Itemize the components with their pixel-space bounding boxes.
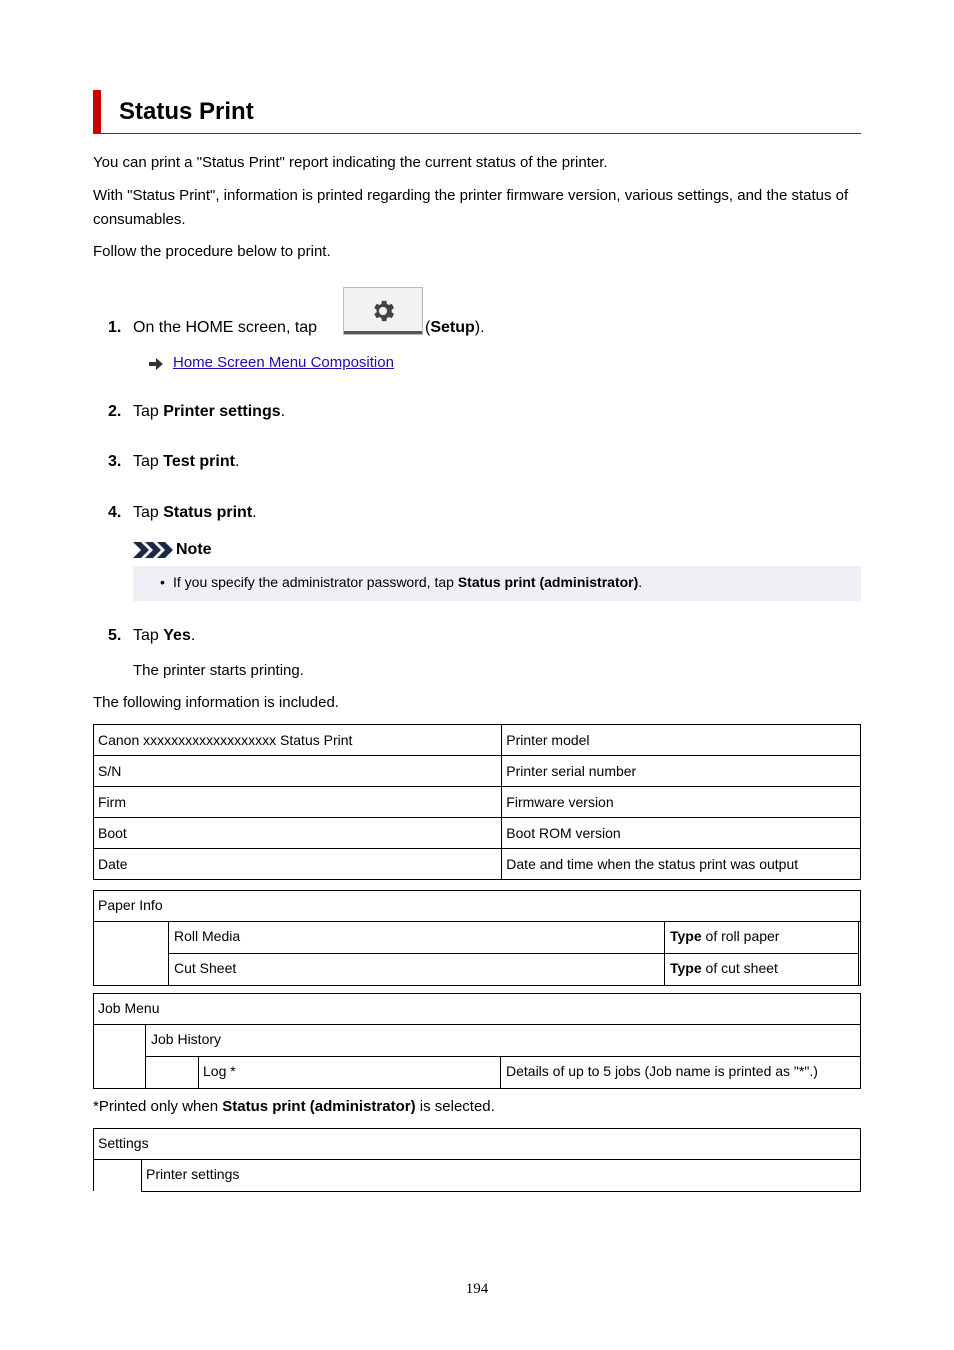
paper-info-header: Paper Info	[98, 897, 163, 913]
step-3-text: Tap Test print.	[133, 453, 240, 470]
heading-accent-bar	[93, 90, 101, 134]
table-row	[94, 818, 861, 849]
table-cell: Boot ROM version	[502, 818, 861, 849]
info-table	[93, 724, 861, 880]
roll-media-cell: Roll Media	[174, 928, 241, 944]
step-2-text: Tap Printer settings.	[133, 403, 286, 420]
home-screen-menu-link[interactable]: Home Screen Menu Composition	[173, 354, 394, 371]
step-5-subtext: The printer starts printing.	[133, 662, 304, 679]
step-1-prefix: On the HOME screen, tap	[133, 319, 318, 336]
printer-settings-cell: Printer settings	[146, 1166, 240, 1182]
intro-paragraph-2: With "Status Print", information is printed regarding the printer firmware version, various settings, and the status of consumables.	[93, 187, 849, 228]
step-4-text: Tap Status print.	[133, 504, 257, 521]
page-number: 194	[465, 1281, 489, 1297]
divider	[141, 1191, 861, 1192]
heading-rule	[101, 133, 861, 134]
settings-header: Settings	[98, 1135, 149, 1151]
divider	[500, 1056, 501, 1088]
table-cell: Canon xxxxxxxxxxxxxxxxxxx Status Print	[94, 725, 502, 756]
intro-paragraph-1: You can print a "Status Print" report indicating the current status of the printer.	[93, 154, 608, 171]
table-cell: Date	[94, 849, 502, 880]
job-menu-header: Job Menu	[98, 1000, 160, 1016]
table-cell: Printer model	[502, 725, 861, 756]
log-description-cell: Details of up to 5 jobs (Job name is printed as "*".)	[506, 1063, 818, 1079]
intro-paragraph-3: Follow the procedure below to print.	[93, 243, 331, 260]
step-1-number: 1.	[108, 319, 122, 336]
table-cell: Date and time when the status print was output	[502, 849, 861, 880]
footnote: *Printed only when Status print (administrator) is selected.	[93, 1098, 495, 1115]
included-text: The following information is included.	[93, 694, 339, 711]
step-1-text	[133, 319, 317, 337]
table-row	[94, 787, 861, 818]
step-5-text: Tap Yes.	[133, 627, 196, 644]
arrow-right-icon	[149, 358, 163, 370]
note-text: If you specify the administrator password, tap Status print (administrator).	[173, 574, 643, 590]
table-cell: S/N	[94, 756, 502, 787]
step-1-bold: Setup	[430, 319, 475, 336]
note-chevrons-icon	[133, 542, 173, 558]
step-3-number: 3.	[108, 453, 122, 470]
table-row	[94, 756, 861, 787]
table-cell: Printer serial number	[502, 756, 861, 787]
table-cell: Firmware version	[502, 787, 861, 818]
note-bullet: •	[160, 574, 165, 590]
step-1-setup-label: (Setup).	[425, 319, 485, 336]
table-cell: Firm	[94, 787, 502, 818]
cut-sheet-type-cell: Type of cut sheet	[670, 960, 778, 976]
step-5-number: 5.	[108, 627, 122, 644]
table-row	[94, 725, 861, 756]
log-cell: Log *	[203, 1063, 236, 1079]
cut-sheet-cell: Cut Sheet	[174, 960, 237, 976]
divider	[860, 1128, 861, 1192]
roll-media-type-cell: Type of roll paper	[670, 928, 780, 944]
page-title: Status Print	[119, 98, 254, 125]
table-cell: Boot	[94, 818, 502, 849]
step-4-number: 4.	[108, 504, 122, 521]
step-2-number: 2.	[108, 403, 122, 420]
note-label: Note	[176, 541, 212, 558]
gear-icon	[369, 297, 397, 325]
setup-button-image	[343, 287, 423, 335]
table-row	[94, 849, 861, 880]
job-history-cell: Job History	[151, 1031, 222, 1047]
divider	[93, 1128, 861, 1129]
